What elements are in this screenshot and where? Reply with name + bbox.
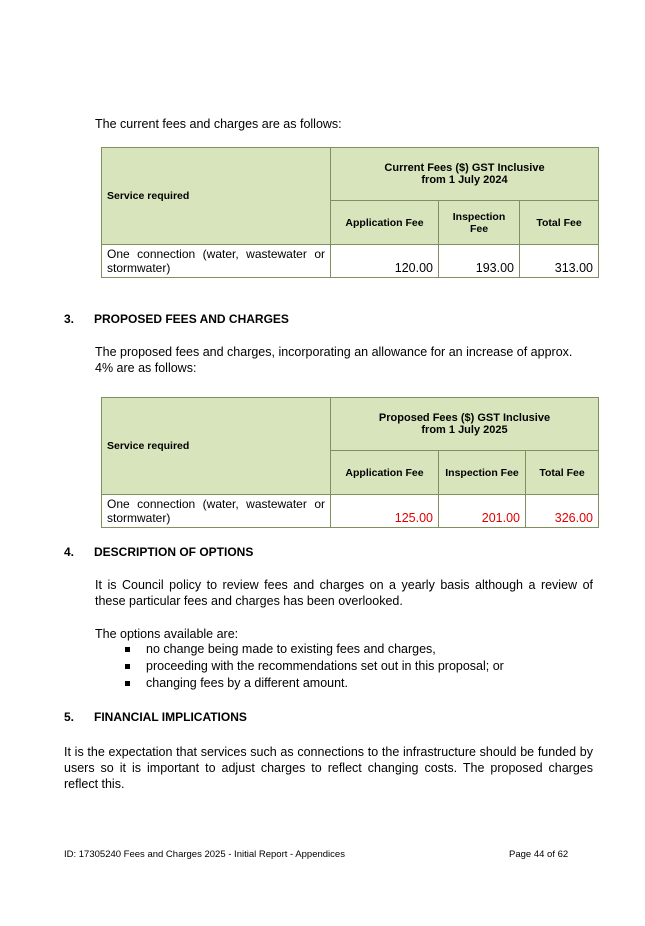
service-cell: One connection (water, wastewater or stormwater) (102, 245, 331, 278)
list-item (122, 658, 504, 675)
footer-page-number: Page 44 of 62 (509, 849, 569, 860)
section-title: FINANCIAL IMPLICATIONS (94, 710, 247, 724)
group-header-line2: from 1 July 2025 (421, 424, 508, 436)
inspection-fee-header: Inspection Fee (439, 201, 520, 245)
current-fees-table (101, 147, 599, 278)
proposed-fees-table (101, 397, 599, 528)
section-number: 3. (64, 312, 75, 326)
square-bullet-icon (125, 681, 130, 686)
square-bullet-icon (125, 664, 130, 669)
application-fee-header: Application Fee (331, 451, 439, 495)
inspection-fee-cell: 201.00 (439, 495, 526, 528)
section-4-body: It is Council policy to review fees and charges on a yearly basis although a review of these particular fees and charges has been overlooked. (95, 578, 593, 608)
section-title: DESCRIPTION OF OPTIONS (94, 545, 254, 559)
total-fee-header: Total Fee (526, 451, 599, 495)
square-bullet-icon (125, 647, 130, 652)
service-cell: One connection (water, wastewater or stormwater) (102, 495, 331, 528)
options-intro: The options available are: (95, 627, 239, 641)
group-header-line1: Current Fees ($) GST Inclusive (384, 162, 545, 174)
proposed-fees-group-header (331, 398, 599, 451)
group-header-line1: Proposed Fees ($) GST Inclusive (378, 412, 551, 424)
inspection-fee-header: Inspection Fee (439, 451, 526, 495)
application-fee-cell: 125.00 (331, 495, 439, 528)
group-header-line2: from 1 July 2024 (421, 174, 508, 186)
footer-document-id: ID: 17305240 Fees and Charges 2025 - Initial Report - Appendices (64, 849, 345, 860)
section-5-body: It is the expectation that services such as connections to the infrastructure should be funded by users so it is important to adjust charges to reflect changing costs. The proposed charges reflect this. (64, 745, 593, 791)
section-5-heading (64, 710, 247, 724)
total-fee-cell: 326.00 (526, 495, 599, 528)
option-text: proceeding with the recommendations set out in this proposal; or (146, 659, 504, 673)
list-item (122, 641, 504, 658)
inspection-fee-cell: 193.00 (439, 245, 520, 278)
current-fees-group-header (331, 148, 599, 201)
application-fee-header: Application Fee (331, 201, 439, 245)
option-text: changing fees by a different amount. (146, 676, 348, 690)
option-text: no change being made to existing fees and charges, (146, 642, 436, 656)
options-list (122, 641, 504, 692)
section-3-heading (64, 312, 289, 326)
list-item (122, 675, 504, 692)
section-number: 4. (64, 545, 75, 559)
total-fee-header: Total Fee (520, 201, 599, 245)
service-required-header: Service required (102, 148, 331, 245)
section-4-heading (64, 545, 253, 559)
section-3-body: The proposed fees and charges, incorporating an allowance for an increase of approx. 4% are as follows: (95, 345, 573, 375)
service-required-header: Service required (102, 398, 331, 495)
intro-current-text: The current fees and charges are as follows: (95, 117, 342, 131)
section-title: PROPOSED FEES AND CHARGES (94, 312, 289, 326)
total-fee-cell: 313.00 (520, 245, 599, 278)
section-number: 5. (64, 710, 75, 724)
application-fee-cell: 120.00 (331, 245, 439, 278)
